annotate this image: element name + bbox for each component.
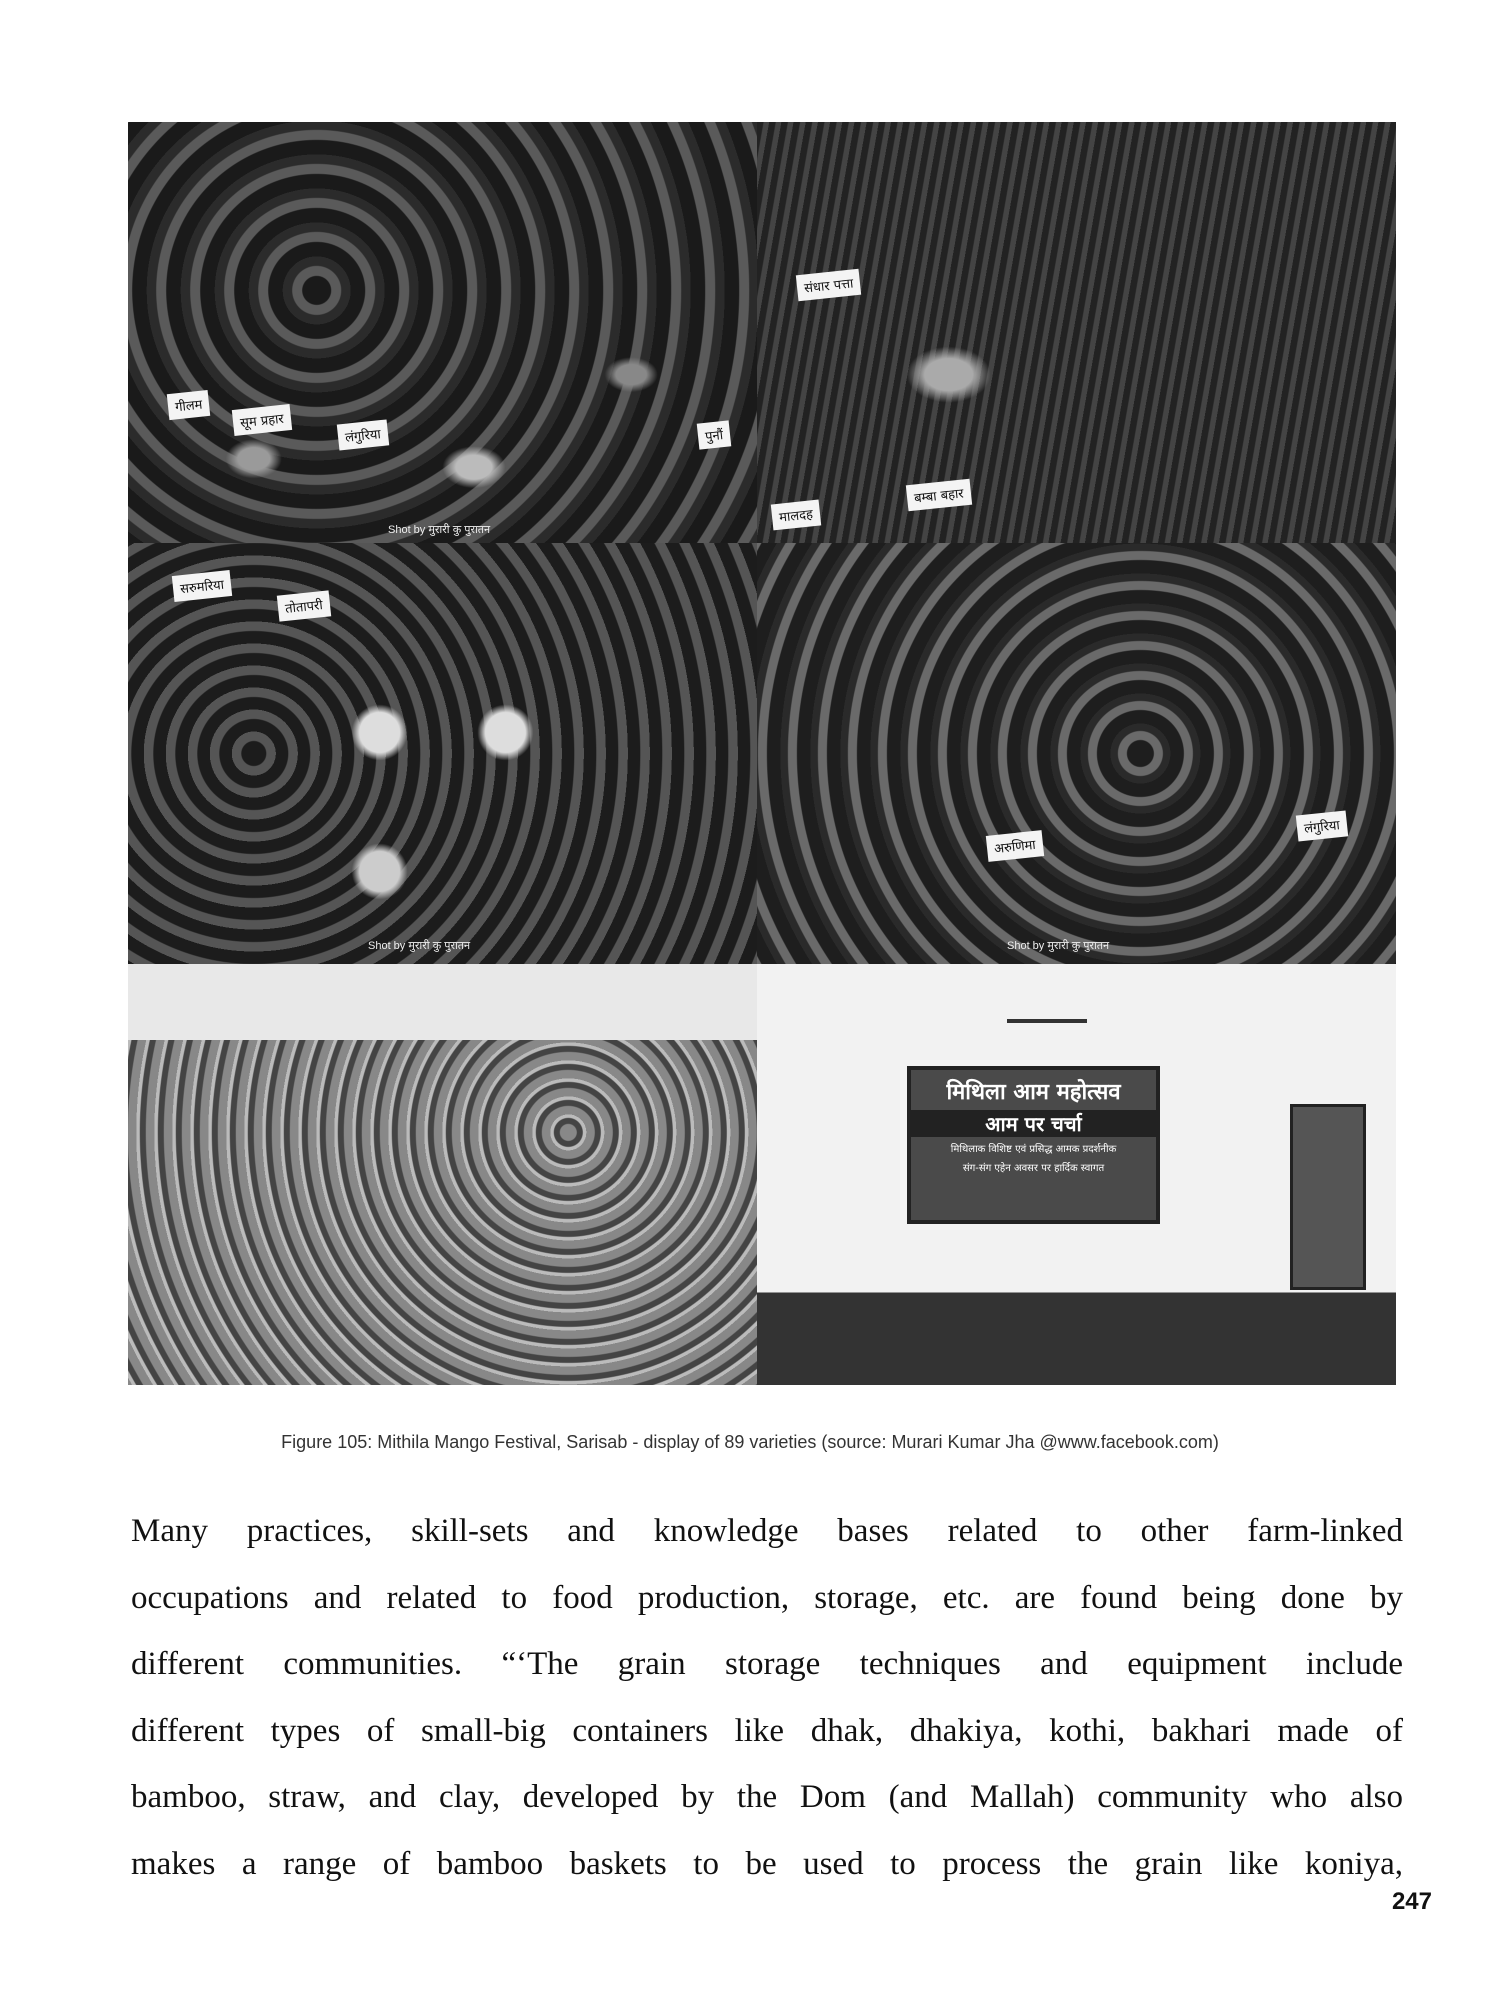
- variety-label: गीलम: [167, 390, 211, 420]
- photo-mango-display-2: [757, 122, 1396, 543]
- variety-label: लंगुरिया: [337, 419, 389, 450]
- variety-label: बम्बा बहार: [906, 479, 972, 512]
- ceiling-fan: [1007, 1019, 1087, 1023]
- body-paragraph: [131, 1498, 1403, 1897]
- paragraph-line: different communities. “‘The grain storage techniques and equipment include: [131, 1646, 1403, 1682]
- photo-mango-display-3: [128, 543, 757, 964]
- variety-label: सूम प्रहार: [232, 404, 292, 436]
- photo-festival-hall: [757, 964, 1396, 1385]
- festival-banner: [907, 1066, 1160, 1224]
- banner-line: मिथिलाक विशिष्ट एवं प्रसिद्ध आमक प्रदर्शनीक: [950, 1144, 1117, 1155]
- paragraph-line: different types of small-big containers like dhak, dhakiya, kothi, bakhari made of: [131, 1712, 1403, 1749]
- banner-title: मिथिला आम महोत्सव: [946, 1080, 1121, 1105]
- variety-label: पुनौं: [697, 420, 732, 449]
- paragraph-line: bamboo, straw, and clay, developed by the Dom (and Mallah) community who also: [131, 1779, 1403, 1815]
- photo-watermark: Shot by मुरारी कु पुरातन: [368, 940, 471, 952]
- variety-label: सरुमरिया: [172, 570, 232, 602]
- variety-label: तोतापरी: [277, 590, 331, 621]
- variety-label: मालदह: [771, 500, 821, 531]
- photo-watermark: Shot by मुरारी कु पुरातन: [1007, 940, 1110, 952]
- paragraph-line: Many practices, skill-sets and knowledge bases related to other farm-linked: [131, 1513, 1403, 1549]
- paragraph-line: makes a range of bamboo baskets to be used to process the grain like koniya,: [131, 1845, 1403, 1882]
- page-number: 247: [1391, 1888, 1432, 1915]
- variety-label: अरुणिमा: [986, 830, 1044, 862]
- photo-collage: [128, 122, 1396, 1385]
- photo-watermark: Shot by मुरारी कु पुरातन: [388, 524, 491, 536]
- doorway: [1290, 1104, 1366, 1290]
- variety-label: लंगुरिया: [1296, 810, 1348, 841]
- photo-mango-display-1: [128, 122, 757, 543]
- banner-subtitle: आम पर चर्चा: [911, 1110, 1156, 1137]
- photo-mango-display-5: [128, 964, 757, 1385]
- paragraph-line: occupations and related to food production, storage, etc. are found being done by: [131, 1579, 1403, 1616]
- banner-line: संग-संग एहेन अवसर पर हार्दिक स्वागत: [962, 1163, 1105, 1174]
- variety-label: संधार पत्ता: [796, 269, 862, 301]
- photo-mango-display-4: [757, 543, 1396, 964]
- figure-caption: Figure 105: Mithila Mango Festival, Sarisab - display of 89 varieties (source: Murari Kumar Jha @www.facebook.com): [281, 1432, 1219, 1452]
